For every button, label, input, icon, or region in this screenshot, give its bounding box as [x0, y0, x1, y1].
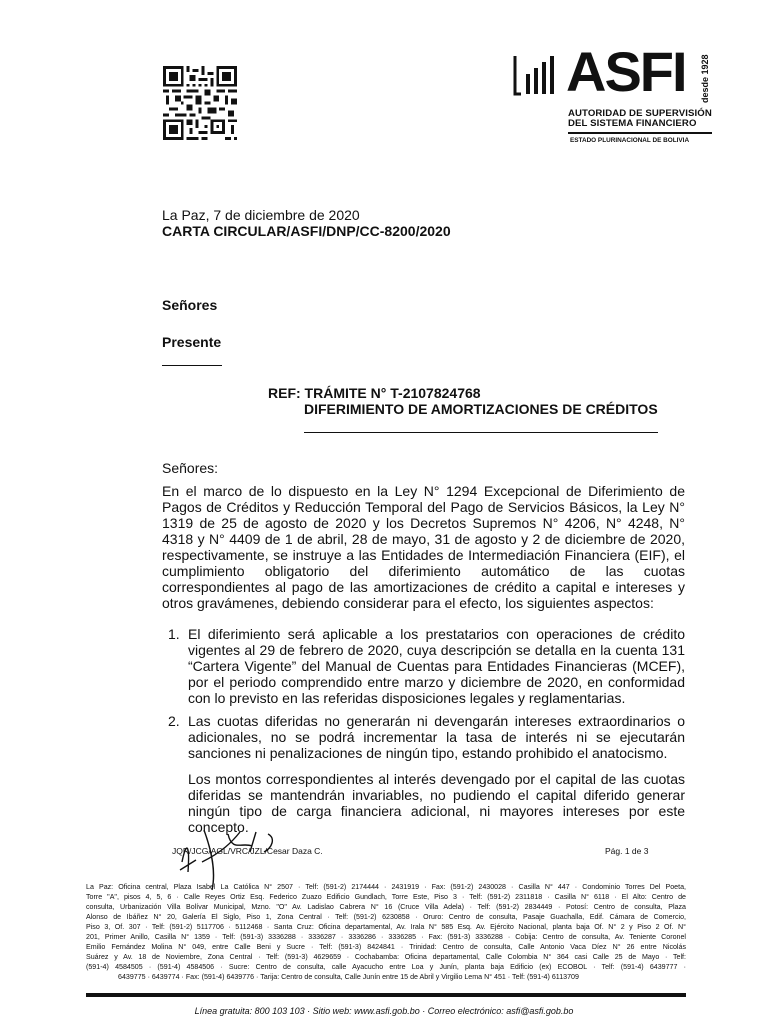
qr-code	[163, 66, 237, 140]
intro-line: otros gravámenes, debiendo considerar para el efecto, los siguientes aspectos:	[162, 595, 654, 611]
intro-line: En el marco de lo dispuesto en la Ley N° 1294 Excepcional de Diferimiento de	[162, 483, 685, 499]
page-number: Pág. 1 de 3	[605, 846, 649, 856]
presente-underline	[162, 365, 222, 366]
reference-line-1: REF: TRÁMITE N° T-2107824768	[268, 385, 481, 401]
reference-underline	[304, 432, 658, 433]
address-line: La Paz: Oficina central, Plaza Isabel La Católica N° 2507 · Telf: (591-2) 2174444 · 2431919 · Fax: (591-2) 2430028 · Casilla N° 447 · Condominio Torres Del Poeta,	[86, 883, 686, 891]
since-1928-label: desde 1928	[700, 54, 710, 104]
item-line: Las cuotas diferidas no generarán ni devengarán intereses extraordinarios o	[188, 713, 685, 729]
intro-line: respectivamente, se instruye a las Entidades de Intermediación Financiera (EIF), el	[162, 547, 685, 563]
address-line: Alonso de Ibáñez N° 20, Galería El Siglo, Piso 1, Zona Central · Telf: (591-2) 6230858 · Oruro: Centro de consulta, Pasaje Guachalla, Edif. Cámara de Comercio,	[86, 913, 686, 921]
continuation-line: diferidas se mantendrán invariables, no pudiendo el capital diferido generar	[188, 787, 685, 803]
author-initials: JQR/JCG/AGL/VRC/JZL/Cesar Daza C.	[172, 846, 323, 856]
presente-label: Presente	[162, 334, 222, 350]
reference-line-2: DIFERIMIENTO DE AMORTIZACIONES DE CRÉDITOS	[304, 401, 658, 417]
address-line: Emilio Fernández Molina N° 049, entre Calle Beni y Sucre · Telf: (591-3) 8424841 · Trinidad: Centro de consulta, Calle Antonio Vaca Díez N° 26 entre Nicolás	[86, 943, 686, 951]
logo-divider	[568, 132, 712, 134]
intro-line: 4318 y N° 4409 de 1 de abril, 28 de mayo, 31 de agosto y 2 de diciembre de 2020,	[162, 531, 685, 547]
footer-divider	[86, 993, 686, 997]
item-line: por el periodo comprendido entre marzo y diciembre de 2020, en conformidad	[188, 674, 685, 690]
intro-line: 1319 de 25 de agosto de 2020 y los Decretos Supremos N° 4206, N° 4248, N°	[162, 515, 685, 531]
continuation-line: ningún tipo de carga financiera adicional, ni mayores intereses por este	[188, 803, 685, 819]
item-line: “Cartera Vigente” del Manual de Cuentas para Entidades Financieras (MCEF),	[188, 658, 685, 674]
intro-line: Pagos de Créditos y Reducción Temporal del Pago de Servicios Básicos, la Ley N°	[162, 499, 685, 515]
address-line: Suárez y Av. 18 de Noviembre, Zona Central · Telf: (591-3) 4629659 · Cochabamba: Oficina departamental, Calle Colombia N° 364 casi Calle 25 de Mayo · Telf:	[86, 953, 686, 961]
continuation-line: Los montos correspondientes al interés devengado por el capital de las cuotas	[188, 771, 685, 787]
logo-tagline-2: DEL SISTEMA FINANCIERO	[568, 118, 697, 129]
intro-line: correspondientes al pago de las amortizaciones de crédito a capital e intereses y	[162, 579, 685, 595]
address-line: (591-4) 4584505 · (591-4) 4584506 · Sucre: Centro de consulta, calle Ayacucho entre Loa y Junín, planta baja Edificio (ex) ECOBOL · Telf: (591-4) 6439777 ·	[86, 963, 686, 971]
logo-tagline-3: ESTADO PLURINACIONAL DE BOLIVIA	[570, 137, 690, 144]
address-line: Piso 3, Of. 307 · Telf: (591-2) 5117706 · 5112468 · Santa Cruz: Oficina departamental, Av. Irala N° 585 Esq. Av. Ejército Nacional, planta baja Of. N° 2 y Piso 2 Of. N°	[86, 923, 686, 931]
item-number: 1.	[168, 626, 180, 642]
asfi-wordmark: ASFI	[566, 40, 686, 103]
item-line: vigentes al 29 de febrero de 2020, cuya descripción se detalla en la cuenta 131	[188, 642, 685, 658]
address-line: 6439775 · 6439774 · Fax: (591-4) 6439776 · Tarija: Centro de consulta, Calle Junín entre 15 de Abril y Virgilio Lema N° 451 · Telf: (591-4) 6113709	[118, 973, 579, 981]
address-line: Torre "A", pisos 4, 5, 6 · Calle Reyes Ortiz Esq. Federico Zuazo Edificio Gundlach, Torre Este, Piso 3 · Telf: (591-2) 2311818 · Casilla N° 6118 · El Alto: Centro de	[86, 893, 686, 901]
circular-id: CARTA CIRCULAR/ASFI/DNP/CC-8200/2020	[162, 223, 451, 239]
item-line: sanciones ni penalizaciones de ningún tipo, estando prohibido el anatocismo.	[188, 745, 668, 761]
contact-info: Línea gratuita: 800 103 103 · Sitio web: www.asfi.gob.bo · Correo electrónico: asfi@asfi.gob.bo	[194, 1006, 574, 1016]
item-line: con lo previsto en las referidas disposiciones legales y reglamentarias.	[188, 690, 626, 706]
item-number: 2.	[168, 713, 180, 729]
continuation-line: concepto.	[188, 819, 249, 835]
address-line: 201, Primer Anillo, Casilla N° 1359 · Telf: (591-3) 3336288 · 3336287 · 3336286 · 3336285 · Fax: (591-3) 3336288 · Cobija: Centro de consulta, Av. Teniente Coronel	[86, 933, 686, 941]
greeting: Señores:	[162, 460, 219, 476]
intro-line: cumplimiento obligatorio del diferimiento automático de las cuotas	[162, 563, 685, 579]
addressee: Señores	[162, 297, 218, 313]
place-date: La Paz, 7 de diciembre de 2020	[162, 207, 360, 223]
asfi-logo-mark	[512, 50, 562, 100]
item-line: El diferimiento será aplicable a los prestatarios con operaciones de crédito	[188, 626, 685, 642]
address-line: consulta, Urbanización Villa Bolívar Municipal, Mzno. "O" Av. Ladislao Cabrera N° 16 (Cruce Villa Adela) · Telf: (591-2) 2834449 · Potosí: Centro de consulta, Plaza	[86, 903, 686, 911]
item-line: adicionales, no se podrá incrementar la tasa de interés ni se ejecutarán	[188, 729, 685, 745]
logo-tagline-1: AUTORIDAD DE SUPERVISIÓN	[568, 108, 712, 119]
